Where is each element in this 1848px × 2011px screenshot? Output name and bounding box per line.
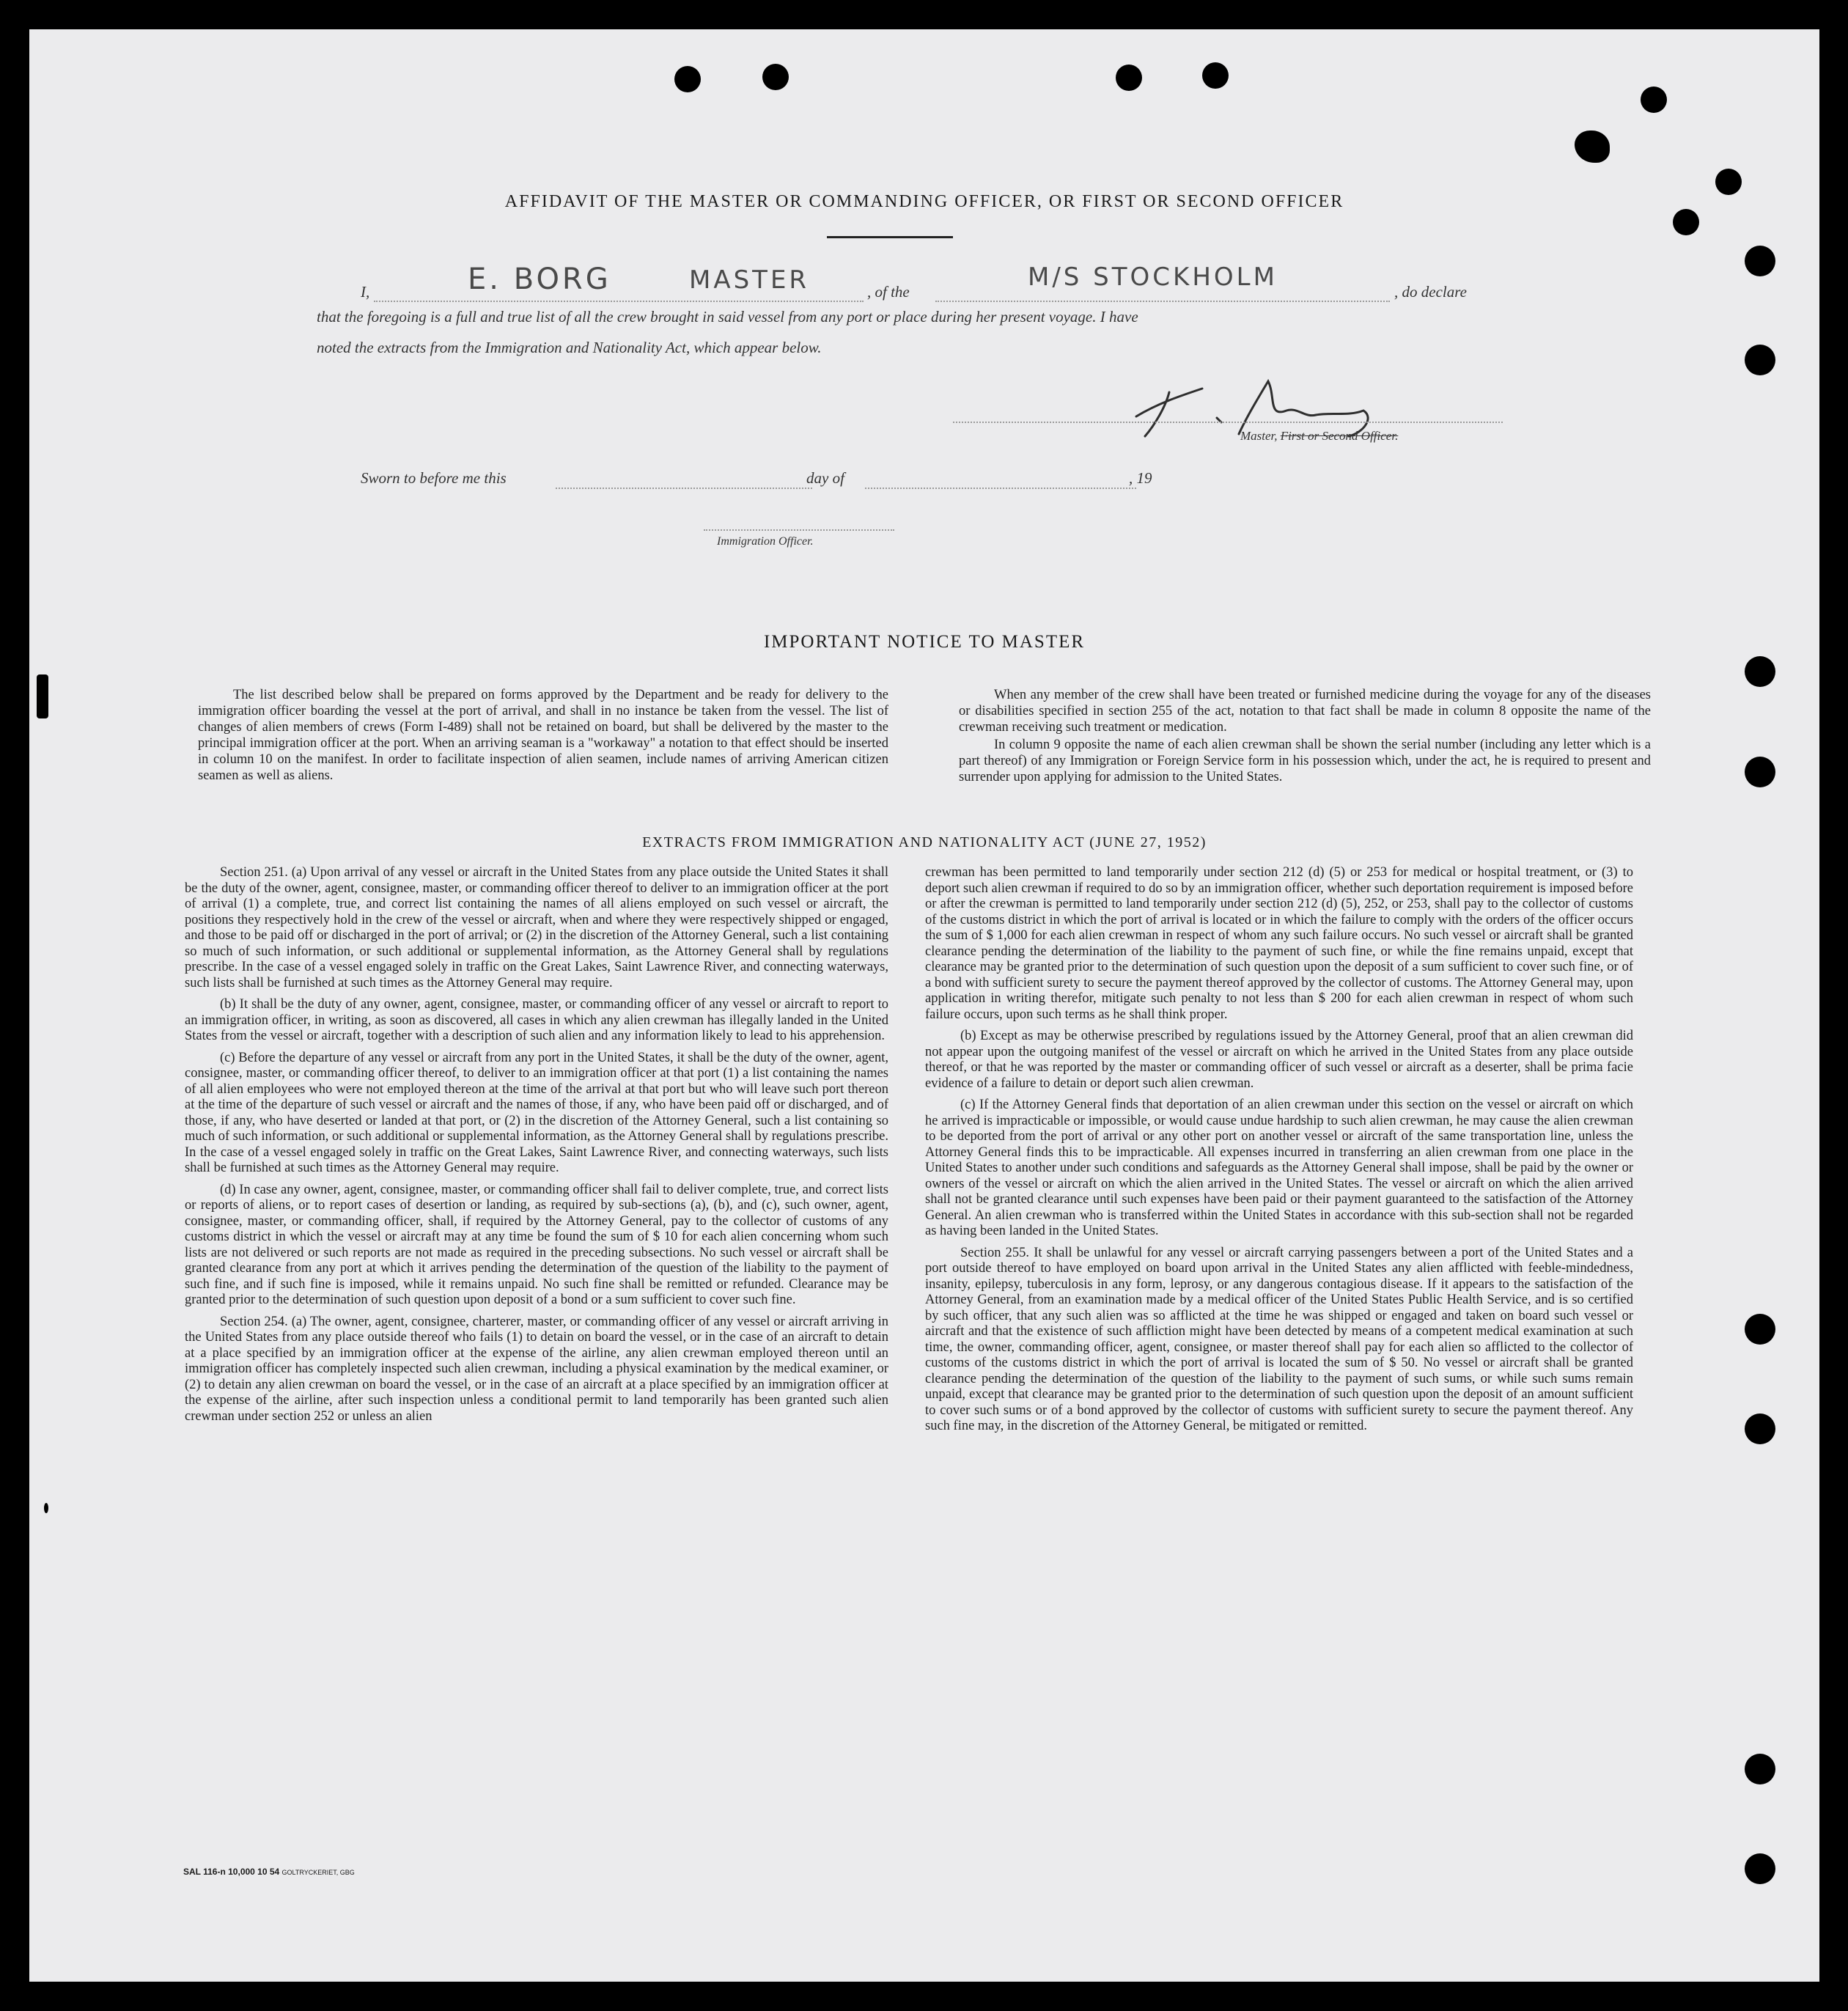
affidavit-line-3: noted the extracts from the Immigration and Nationality Act, which appear below. (317, 339, 822, 356)
punch-hole (762, 64, 789, 90)
notice-title: IMPORTANT NOTICE TO MASTER (763, 632, 1086, 652)
punch-hole (1745, 1853, 1775, 1884)
handwritten-rank: MASTER (689, 265, 810, 295)
caption-master: Master, (1240, 429, 1278, 443)
extracts-title: EXTRACTS FROM IMMIGRATION AND NATIONALITY ACT (JUNE 27, 1952) (642, 834, 1207, 850)
year-label: , 19 (1129, 469, 1152, 487)
handwritten-name: E. BORG (468, 262, 611, 296)
edge-speck (44, 1503, 48, 1513)
section-251-d: (d) In case any owner, agent, consignee, master, or commanding officer shall fail to deliver complete, true, and correct lists or reports of aliens, or to report cases of desertion or landing, as required by sub-sections (a), (b), and (c), such owner, agent, consignee, master, or commanding officer, shall, if required by the Attorney General, pay to the collector of customs of any customs district in which the vessel or aircraft may at any time be found the sum of $ 10 for each alien concerning whom such lists are not delivered or such reports are not made as required in the preceding subsections. No such vessel or aircraft shall be granted clearance from any port at which it arrives pending the determination of the question of the liability to the payment of such fine, and if such fine is imposed, while it remains unpaid. No such fine shall be remitted or refunded. Clearance may be granted prior to the determination of such question upon deposit of a bond or a sum sufficient to cover such fine. (185, 1182, 888, 1307)
notice-right-column (959, 687, 1651, 791)
punch-hole (1715, 169, 1742, 195)
punch-hole (1641, 87, 1667, 113)
immigration-officer-label: Immigration Officer. (717, 535, 814, 548)
signature-line (953, 422, 1503, 423)
do-declare-label: , do declare (1394, 283, 1467, 301)
punch-hole (1575, 130, 1610, 163)
affidavit-line-2: that the foregoing is a full and true list of all the crew brought in said vessel from any port or place during her present voyage. I have (317, 308, 1138, 326)
punch-hole (1745, 656, 1775, 687)
punch-hole (1745, 246, 1775, 276)
immigration-officer-line (704, 529, 894, 531)
section-251-a: Section 251. (a) Upon arrival of any vessel or aircraft in the United States from any place outside the United States it shall be the duty of the owner, agent, consignee, master, or commanding officer thereof to deliver to an immigration officer at the port of arrival (1) a complete, true, and correct list containing the names of all aliens employed on such vessel or aircraft, the positions they respectively hold in the crew of the vessel or aircraft, when and where they were respectively shipped or engaged, and those to be paid off or discharged in the port of arrival; or (2) in the discretion of the Attorney General, such a list containing so much of such information, or such additional or supplemental information, as the Attorney General shall by regulations prescribe. In the case of a vessel engaged solely in traffic on the Great Lakes, Saint Lawrence River, and connecting waterways, such lists shall be furnished at such times as the Attorney General may require. (185, 865, 888, 990)
extracts-right-column (925, 865, 1633, 1441)
punch-hole (1745, 757, 1775, 787)
section-254-a: Section 254. (a) The owner, agent, consignee, charterer, master, or commanding officer of any vessel or aircraft arriving in the United States from any place outside thereof who fails (1) to detain on board the vessel, or in the case of an aircraft to detain at a place specified by an immigration officer at the expense of the airline, any alien crewman employed thereon until an immigration officer has completely inspected such alien crewman, including a physical examination by the medical examiner, or (2) to detain any alien crewman on board the vessel, or in the case of an aircraft at a place specified by an immigration officer at the expense of the airline, after such inspection unless a conditional permit to land temporarily has been granted such alien crewman under section 252 or unless an alien (185, 1314, 888, 1424)
title-rule (827, 236, 953, 238)
vessel-line (935, 301, 1390, 302)
extracts-left-column (185, 865, 888, 1430)
sworn-day-line (556, 488, 812, 489)
sworn-month-line (865, 488, 1136, 489)
affidavit-title: AFFIDAVIT OF THE MASTER OR COMMANDING OFFICER, OR FIRST OR SECOND OFFICER (504, 192, 1344, 211)
punch-hole (1202, 62, 1229, 89)
section-254-a-continued: crewman has been permitted to land temporarily under section 212 (d) (5) or 253 for medical or hospital treatment, or (3) to deport such alien crewman if required to do so by an immigration officer, whether such deportation requirement is imposed before or after the crewman is permitted to land temporarily under section 212 (d) (5), 252, or 253, shall pay to the collector of customs of the customs district in which the port of arrival is located or in which the failure to comply with the orders of the officer occurs the sum of $ 1,000 for each alien crewman in respect of whom any such failure occurs. No such vessel or aircraft shall be granted clearance pending the determination of the liability to the payment of such fine, or while the fine remains unpaid, except that clearance may be granted prior to the determination of such question upon the deposit of a sum sufficient to cover such fine, or of a bond with sufficient surety to secure the payment thereof approved by the collector of customs. The Attorney General may, upon application in writing therefor, mitigate such penalty to not less than $ 200 for each alien crewman in respect of whom such failure occurs, upon such terms as he shall think proper. (925, 865, 1633, 1022)
of-the-label: , of the (867, 283, 910, 301)
edge-speck (37, 674, 48, 718)
document-page (29, 29, 1819, 1982)
sworn-label: Sworn to before me this (361, 469, 507, 487)
handwritten-vessel: M/S STOCKHOLM (1028, 262, 1278, 292)
section-254-b: (b) Except as may be otherwise prescribed by regulations issued by the Attorney General, proof that an alien crewman did not appear upon the outgoing manifest of the vessel or aircraft on which he arrived in the United States from any place outside thereof, or that he was reported by the master or commanding officer of such vessel or aircraft as a deserter, shall be prima facie evidence of a failure to detain or deport such alien crewman. (925, 1029, 1633, 1091)
signature-caption (1240, 429, 1398, 444)
punch-hole (1745, 1754, 1775, 1784)
notice-left-paragraph: The list described below shall be prepared on forms approved by the Department and be ready for delivery to the immigration officer boarding the vessel at the port of arrival, and shall in no instance be taken from the vessel. The list of changes of alien members of crews (Form I-489) shall not be retained on board, but shall be delivered by the master to the principal immigration officer at the port. When an arriving seaman is a "workaway" a notation to that effect should be inserted in column 10 on the manifest. In order to facilitate inspection of alien seamen, include names of arriving American citizen seamen as well as aliens. (198, 688, 888, 783)
section-251-c: (c) Before the departure of any vessel or aircraft from any port in the United States, it shall be the duty of the owner, agent, consignee, master, or commanding officer thereof, to deliver to an immigration officer at that port (1) a list containing the names of all alien employees who were not employed thereon at the time of the arrival at that port but who will leave such port thereon at the time of the departure of such vessel or aircraft and the names of those, if any, who have been paid off or discharged, and of those, if any, who have deserted or landed at that port, or (2) in the discretion of the Attorney General, such a list containing so much of such information, or such additional or supplemental information, as the Attorney General shall by regulations prescribe. In the case of a vessel engaged solely in traffic on the Great Lakes, Saint Lawrence River, and connecting waterways, such lists shall be furnished at such times as the Attorney General may require. (185, 1050, 888, 1175)
form-number-text: SAL 116-n 10,000 10 54 (183, 1867, 280, 1877)
section-251-b: (b) It shall be the duty of any owner, agent, consignee, master, or commanding officer of any vessel or aircraft to report to an immigration officer, in writing, as soon as discovered, all cases in which any alien crewman has illegally landed in the United States from the vessel or aircraft, together with a description of such alien and any information likely to lead to his apprehension. (185, 997, 888, 1043)
form-number (183, 1867, 355, 1877)
caption-struck-officer: First or Second Officer. (1280, 429, 1399, 443)
punch-hole (674, 66, 701, 92)
printer-text: GOLTRYCKERIET, GBG (281, 1869, 355, 1876)
section-255: Section 255. It shall be unlawful for any vessel or aircraft carrying passengers between a port of the United States and a port outside thereof to have employed on board upon arrival in the United States any alien afflicted with feeble-mindedness, insanity, epilepsy, tuberculosis in any form, leprosy, or any dangerous contagious disease. If it appears to the satisfaction of the Attorney General, from an examination made by a medical officer of the United States Public Health Service, and is so certified by such officer, that any such alien was so afflicted at the time he was shipped or engaged and taken on board such vessel or aircraft and that the existence of such affliction might have been detected by means of a competent medical examination at such time, the owner, commanding officer, agent, consignee, or master thereof shall pay for each alien so afflicted to the collector of customs of the customs district in which the port of arrival is located the sum of $ 50. No vessel or aircraft shall be granted clearance pending the determination of the question of the liability to the payment of such sums, or while such sums remain unpaid, except that clearance may be granted prior to the determination of such question upon the deposit of an amount sufficient to cover such sums or of a bond approved by the collector of customs with sufficient surety to secure the payment thereof. Any such fine may, in the discretion of the Attorney General, be mitigated or remitted. (925, 1245, 1633, 1433)
day-of-label: day of (806, 469, 844, 487)
punch-hole (1745, 345, 1775, 375)
section-254-c: (c) If the Attorney General finds that deportation of an alien crewman under this section on the vessel or aircraft on which he arrived is impracticable or impossible, or would cause undue hardship to such alien crewman, he may cause the alien crewman to be deported from the port of arrival or any other port on another vessel or aircraft of the same transportation line, unless the Attorney General finds this to be impracticable. All expenses incurred in transferring an alien crewman from one place in the United States to another under such conditions and safeguards as the Attorney General shall impose, shall be paid by the owner or owners of the vessel or aircraft on which the alien arrived in the United States. The vessel or aircraft on which the alien arrived shall not be granted clearance until such expenses have been paid or their payment guaranteed to the satisfaction of the Attorney General. An alien crewman who is transferred within the United States in accordance with this sub-section shall not be regarded as having been landed in the United States. (925, 1098, 1633, 1238)
name-line (374, 301, 864, 302)
notice-right-paragraph-1: When any member of the crew shall have been treated or furnished medicine during the voyage for any of the diseases or disabilities specified in section 255 of the act, notation to that fact shall be made in column 8 opposite the name of the crewman receiving such treatment or medication. (959, 688, 1651, 735)
punch-hole (1745, 1314, 1775, 1345)
punch-hole (1116, 65, 1142, 91)
punch-hole (1745, 1413, 1775, 1444)
i-label: I, (361, 283, 370, 301)
notice-right-paragraph-2: In column 9 opposite the name of each alien crewman shall be shown the serial number (including any letter which is a part thereof) of any Immigration or Foreign Service form in his possession which, under the act, he is required to present and surrender upon applying for admission to the United States. (959, 738, 1651, 784)
notice-left-column (198, 687, 888, 790)
punch-hole (1673, 209, 1699, 235)
